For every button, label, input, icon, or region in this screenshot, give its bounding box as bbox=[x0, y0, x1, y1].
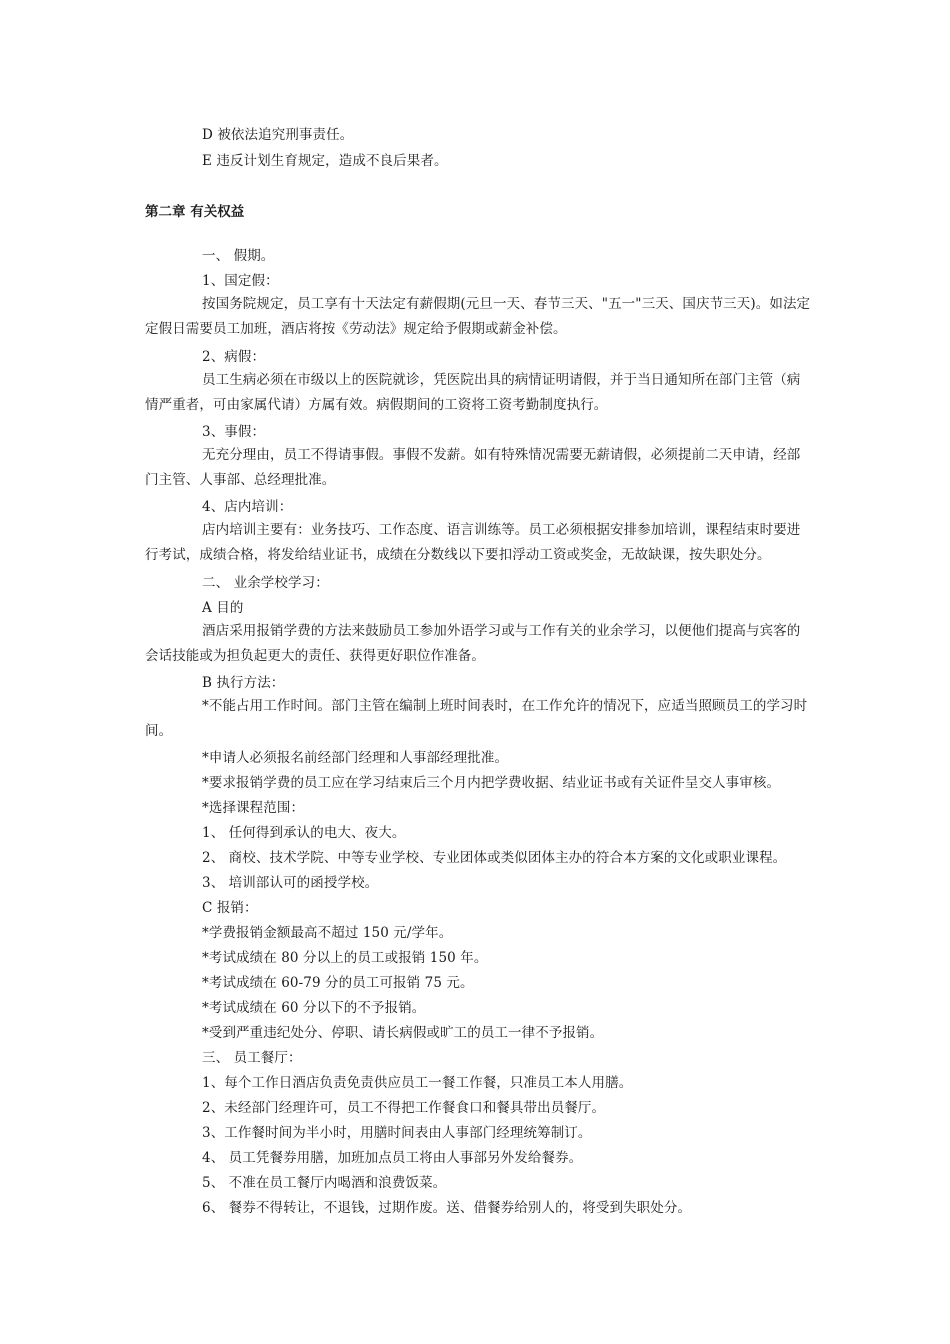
paragraph-purpose: 酒店采用报销学费的方法来鼓励员工参加外语学习或与工作有关的业余学习，以便他们提高与宾客的会话技能或为担负起更大的责任、获得更好职位作准备。 bbox=[145, 623, 801, 664]
canteen-item: 1、每个工作日酒店负责免责供应员工一餐工作餐，只准员工本人用膳。 bbox=[202, 1075, 633, 1091]
reimbursement-item: *受到严重违纪处分、停职、请长病假或旷工的员工一律不予报销。 bbox=[202, 1025, 604, 1041]
reimbursement-item: *考试成绩在 80 分以上的员工或报销 150 年。 bbox=[202, 950, 488, 966]
subsection-title-sick: 2、病假： bbox=[202, 349, 266, 365]
method-item: *不能占用工作时间。部门主管在编制上班时间表时，在工作允许的情况下，应适当照顾员工的学习时间。 bbox=[145, 698, 808, 739]
section-heading-canteen: 三、 员工餐厅： bbox=[202, 1050, 302, 1066]
item-d: D 被依法追究刑事责任。 bbox=[202, 127, 354, 143]
method-item: *要求报销学费的员工应在学习结束后三个月内把学费收据、结业证书或有关证件呈交人事审核。 bbox=[202, 775, 781, 791]
subsection-title-national: 1、国定假： bbox=[202, 273, 279, 289]
item-e: E 违反计划生育规定，造成不良后果者。 bbox=[202, 153, 448, 169]
paragraph-training: 店内培训主要有：业务技巧、工作态度、语言训练等。员工必须根据安排参加培训，课程结束时要进行考试，成绩合格，将发给结业证书，成绩在分数线以下要扣浮动工资或奖金，无故缺课，按失职处分。 bbox=[145, 522, 801, 563]
course-item: 2、 商校、技术学院、中等专业学校、专业团体或类似团体主办的符合本方案的文化或职业课程。 bbox=[202, 850, 787, 866]
paragraph-personal: 无充分理由，员工不得请事假。事假不发薪。如有特殊情况需要无薪请假，必须提前二天申请，经部门主管、人事部、总经理批准。 bbox=[145, 447, 801, 488]
canteen-item: 6、 餐券不得转让，不退钱，过期作废。送、借餐券给别人的，将受到失职处分。 bbox=[202, 1200, 692, 1216]
reimbursement-item: *学费报销金额最高不超过 150 元/学年。 bbox=[202, 925, 453, 941]
reimbursement-item: *考试成绩在 60 分以下的不予报销。 bbox=[202, 1000, 426, 1016]
section-heading-school: 二、 业余学校学习： bbox=[202, 575, 329, 591]
subsection-title-method: B 执行方法： bbox=[202, 675, 285, 691]
chapter-title: 第二章 有关权益 bbox=[145, 204, 245, 220]
reimbursement-item: *考试成绩在 60-79 分的员工可报销 75 元。 bbox=[202, 975, 474, 991]
subsection-title-reimbursement: C 报销： bbox=[202, 900, 258, 916]
canteen-item: 3、工作餐时间为半小时，用膳时间表由人事部门经理统筹制订。 bbox=[202, 1125, 592, 1141]
subsection-title-training: 4、店内培训： bbox=[202, 499, 293, 515]
subsection-title-personal: 3、事假： bbox=[202, 424, 266, 440]
method-item: *申请人必须报名前经部门经理和人事部经理批准。 bbox=[202, 750, 509, 766]
course-item: 3、 培训部认可的函授学校。 bbox=[202, 875, 379, 891]
course-item: 1、 任何得到承认的电大、夜大。 bbox=[202, 825, 406, 841]
canteen-item: 5、 不准在员工餐厅内喝酒和浪费饭菜。 bbox=[202, 1175, 447, 1191]
paragraph-national: 按国务院规定，员工享有十天法定有薪假期(元旦一天、春节三天、"五一"三天、国庆节三天)。如法定定假日需要员工加班，酒店将按《劳动法》规定给予假期或薪金补偿。 bbox=[145, 296, 811, 337]
section-heading-holiday: 一、 假期。 bbox=[202, 248, 275, 264]
paragraph-sick: 员工生病必须在市级以上的医院就诊，凭医院出具的病情证明请假，并于当日通知所在部门主管（病情严重者，可由家属代请）方属有效。病假期间的工资将工资考勤制度执行。 bbox=[145, 372, 801, 413]
method-item: *选择课程范围： bbox=[202, 800, 305, 816]
canteen-item: 4、 员工凭餐券用膳，加班加点员工将由人事部另外发给餐券。 bbox=[202, 1150, 583, 1166]
subsection-title-purpose: A 目的 bbox=[202, 600, 244, 616]
canteen-item: 2、未经部门经理许可，员工不得把工作餐食口和餐具带出员餐厅。 bbox=[202, 1100, 606, 1116]
